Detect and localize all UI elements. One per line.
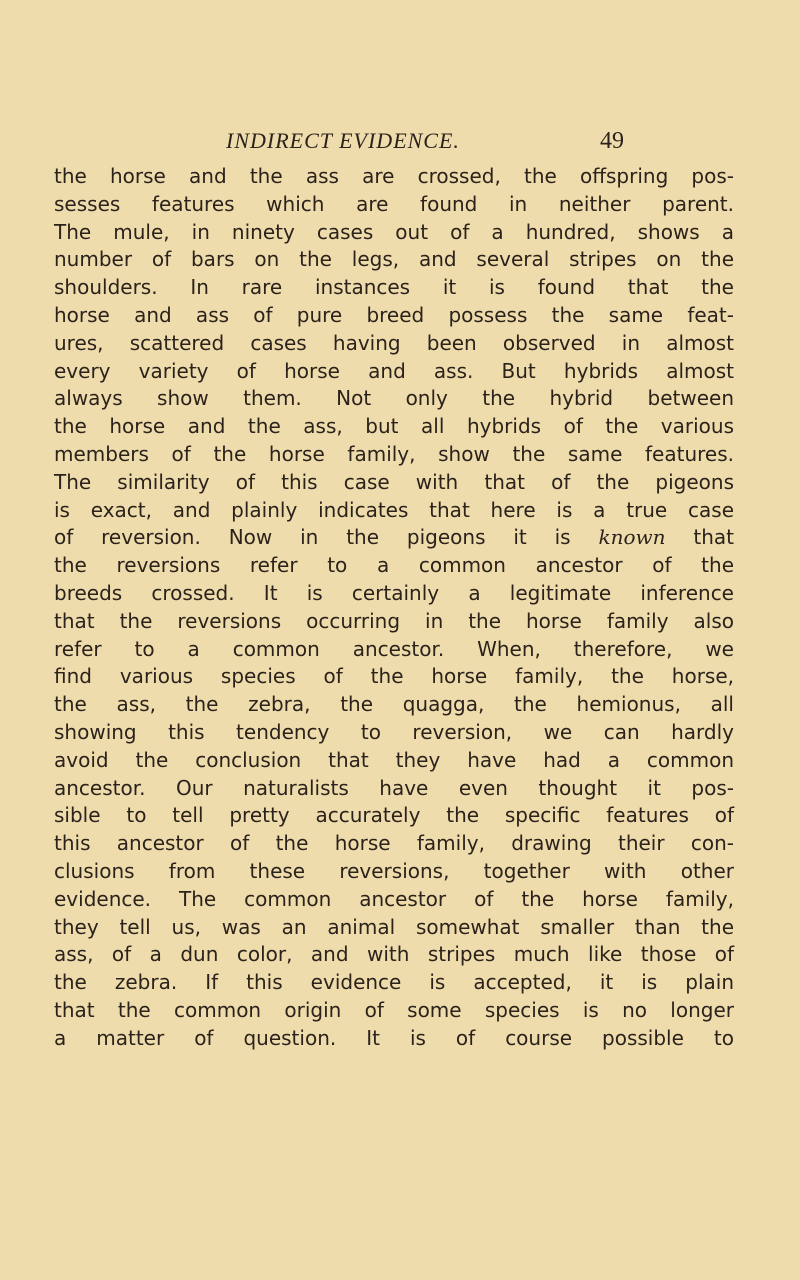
text-line: is exact, and plainly indicates that here is a true case (54, 497, 734, 522)
text-line: they tell us, was an animal somewhat smaller than the (54, 914, 734, 939)
text-line: always show them. Not only the hybrid between (54, 386, 734, 411)
text-line: number of bars on the legs, and several stripes on the (54, 247, 734, 272)
text-line: a matter of question. It is of course possible to (54, 1025, 734, 1050)
text-line: the horse and the ass, but all hybrids of the various (54, 414, 734, 439)
text-line: evidence. The common ancestor of the horse family, (54, 886, 734, 911)
text-line: breeds crossed. It is certainly a legitimate inference (54, 580, 734, 605)
line-tail: that (693, 525, 735, 550)
text-line: find various species of the horse family, the horse, (54, 664, 734, 689)
text-line: horse and ass of pure breed possess the same feat- (54, 302, 734, 327)
text-line: showing this tendency to reversion, we can hardly (54, 719, 734, 744)
text-line: the horse and the ass are crossed, the offspring pos- (54, 164, 734, 188)
text-line: members of the horse family, show the same features. (54, 441, 734, 466)
text-line: sible to tell pretty accurately the specific features of (54, 803, 734, 828)
text-line: shoulders. In rare instances it is found that the (54, 275, 734, 300)
text-line: the reversions refer to a common ancestor of the (54, 553, 734, 578)
text-line: the zebra. If this evidence is accepted, it is plain (54, 970, 734, 995)
text-line: every variety of horse and ass. But hybrids almost (54, 358, 734, 383)
body-text (54, 163, 734, 1053)
text-line-with-italic (54, 524, 734, 552)
text-line: sesses features which are found in neither parent. (54, 191, 734, 216)
text-line: refer to a common ancestor. When, therefore, we (54, 636, 734, 661)
line-text: of reversion. Now in the pigeons it is (54, 525, 571, 550)
page-number: 49 (600, 128, 624, 154)
text-line: that the common origin of some species is no longer (54, 997, 734, 1022)
text-line: this ancestor of the horse family, drawing their con- (54, 831, 734, 856)
text-line: ass, of a dun color, and with stripes much like those of (54, 942, 734, 967)
text-line: that the reversions occurring in the horse family also (54, 608, 734, 633)
running-head-title: INDIRECT EVIDENCE. (226, 128, 460, 153)
text-line: ancestor. Our naturalists have even thought it pos- (54, 775, 734, 800)
text-line: avoid the conclusion that they have had a common (54, 747, 734, 772)
text-line: clusions from these reversions, together with other (54, 858, 734, 883)
text-line: The similarity of this case with that of the pigeons (54, 469, 734, 494)
text-line: ures, scattered cases having been observed in almost (54, 330, 734, 355)
text-line: the ass, the zebra, the quagga, the hemionus, all (54, 692, 734, 717)
italic-word: known (598, 525, 666, 550)
text-line: The mule, in ninety cases out of a hundred, shows a (54, 219, 734, 244)
